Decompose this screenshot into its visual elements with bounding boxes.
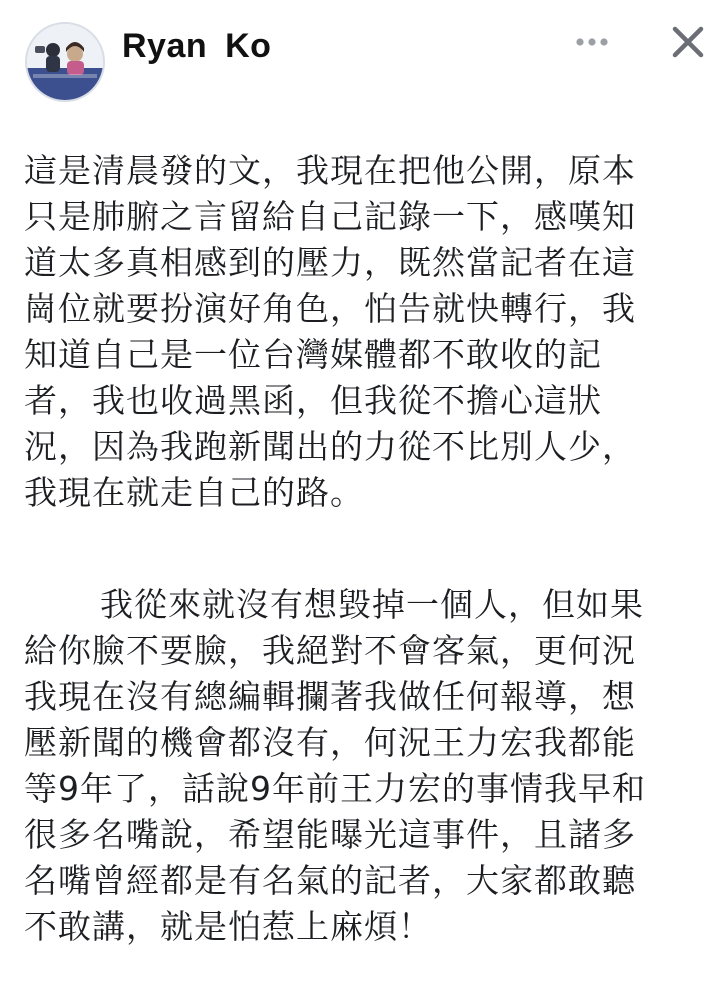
close-icon <box>671 25 705 59</box>
post-text-line: 給你臉不要臉，我絕對不會客氣，更何況 <box>24 631 636 670</box>
post-text-line: 我現在沒有總編輯攔著我做任何報導，想 <box>24 677 636 716</box>
post-text-line: 很多名嘴說，希望能曝光這事件，且諸多 <box>24 815 636 854</box>
post-text-line: 者，我也收過黑函，但我從不擔心這狀 <box>24 381 602 420</box>
close-button[interactable] <box>668 22 708 62</box>
post-text-line: 我從來就沒有想毀掉一個人，但如果 <box>100 585 644 624</box>
post-text-line: 我現在就走自己的路。 <box>24 473 364 512</box>
author-name[interactable]: Ryan Ko <box>122 27 272 65</box>
post-header <box>0 0 728 110</box>
paragraph-gap <box>24 516 714 582</box>
post-text-line: 不敢講，就是怕惹上麻煩！ <box>24 907 432 946</box>
post-text-line: 等9年了，話說9年前王力宏的事情我早和 <box>24 769 646 808</box>
more-horizontal-icon <box>572 37 612 47</box>
post-text-line: 名嘴曾經都是有名氣的記者，大家都敢聽 <box>24 861 636 900</box>
post-text-line: 崗位就要扮演好角色，怕告就快轉行，我 <box>24 289 636 328</box>
more-options-button[interactable] <box>570 30 614 54</box>
post-text-line: 況，因為我跑新聞出的力從不比別人少， <box>24 427 636 466</box>
post-text-line: 壓新聞的機會都沒有，何況王力宏我都能 <box>24 723 636 762</box>
post-text-line: 道太多真相感到的壓力，既然當記者在這 <box>24 243 636 282</box>
avatar-image <box>27 24 103 100</box>
post-body <box>24 148 714 950</box>
post-text-line: 知道自己是一位台灣媒體都不敢收的記 <box>24 335 602 374</box>
post-text-line: 只是肺腑之言留給自己記錄一下，感嘆知 <box>24 197 636 236</box>
paragraph <box>24 582 714 950</box>
post-text-line: 這是清晨發的文，我現在把他公開，原本 <box>24 151 636 190</box>
paragraph <box>24 148 714 516</box>
avatar[interactable] <box>25 22 105 102</box>
